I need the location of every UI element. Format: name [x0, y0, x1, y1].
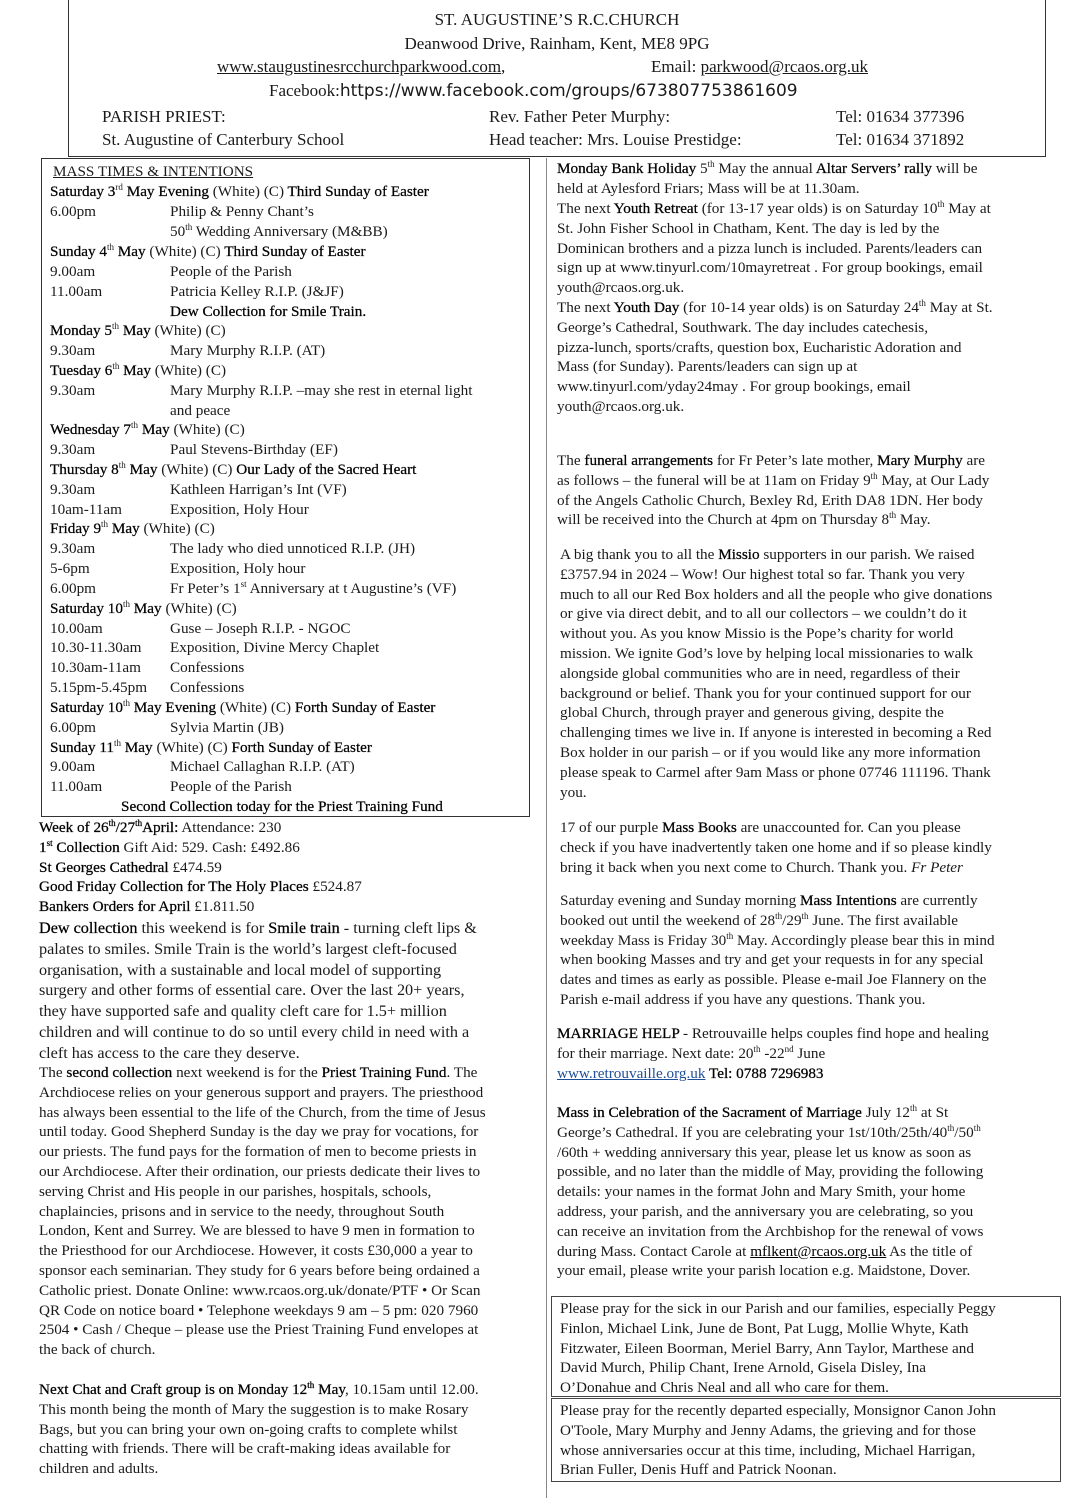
church-address: Deanwood Drive, Rainham, Kent, ME8 9PG: [404, 34, 710, 53]
mass-entry: 6.00pm Philip & Penny Chant’s: [50, 203, 314, 220]
text-line: organisation, with a sustainable and local model of supporting: [39, 960, 442, 979]
text-line: whose anniversaries occur at this time, including, Michael Harrigan,: [560, 1441, 976, 1459]
text-line: The next Youth Retreat (for 13-17 year olds) is on Saturday 10th May at: [557, 199, 991, 217]
text-line: O'Toole, Mary Murphy and Jenny Adams, the grieving and for those: [560, 1421, 976, 1439]
text-line: Mass (for Sunday). Parents/leaders can sign up at: [557, 358, 858, 376]
text-line: sponsor each seminarian. They study for 6 years before being ordained a: [39, 1261, 480, 1279]
mass-entry: 11.00am Patricia Kelley R.I.P. (J&JF): [50, 283, 344, 300]
mass-entry: 9.30am Mary Murphy R.I.P. (AT): [50, 342, 326, 359]
priest-name: Rev. Father Peter Murphy:: [489, 107, 671, 126]
text-line: Catholic priest. Donate Online: www.rcaos.org.uk/donate/PTF • Or Scan: [39, 1281, 481, 1299]
text-line: The funeral arrangements for Fr Peter’s late mother, Mary Murphy are: [557, 452, 986, 469]
text-line: Archdiocese relies on your generous support and prayers. The priesthood: [39, 1083, 484, 1101]
text-line: George’s Cathedral, Southwark. The day includes catechesis,: [557, 318, 929, 336]
priest-label: PARISH PRIEST:: [102, 107, 226, 126]
mass-entry: 9.30am Kathleen Harrigan’s Int (VF): [50, 481, 347, 498]
text-line: dates and times as early as possible. Please e-mail Joe Flannery on the: [560, 971, 987, 989]
text-line: until today. Good Shepherd Sunday is the day we pray for vocations, for: [39, 1123, 479, 1141]
email-link[interactable]: parkwood@rcaos.org.uk: [700, 57, 868, 76]
text-line: you.: [560, 783, 587, 801]
text-line: cleft has access to the care they deserve.: [39, 1043, 300, 1062]
text-line: chatting with friends. There will be craft-making ideas available for: [39, 1440, 451, 1458]
day-heading: Saturday 10th May Evening (White) (C) Forth Sunday of Easter: [50, 698, 436, 716]
text-line: your email, please write your parish location e.g. Maidstone, Dover.: [557, 1262, 971, 1280]
text-line: Please pray for the recently departed especially, Monsignor Canon John: [560, 1402, 996, 1419]
attendance-line: Week of 26th/27thApril: Attendance: 230: [39, 818, 282, 836]
text-line: chaplaincies, prisons and in service to the needy, throughout South: [39, 1202, 445, 1220]
text-line: Box holder in our parish – or if you would like any more information: [560, 743, 981, 761]
text-line: global Church, through prayer and generous giving, despite the: [560, 704, 944, 722]
text-line: during Mass. Contact Carole at mflkent@rcaos.org.uk As the title of: [557, 1242, 973, 1260]
mass-entry: 10.30-11.30am Exposition, Divine Mercy Chaplet: [50, 639, 380, 656]
email-line: Email: parkwood@rcaos.org.uk: [651, 57, 868, 76]
text-line: booked out until the weekend of 28th/29th June. The first available: [560, 910, 958, 929]
text-line: Please pray for the sick in our Parish and our families, especially Peggy: [560, 1300, 996, 1317]
text-line: the back of church.: [39, 1341, 156, 1359]
text-line: the Priesthood for our Archdiocese. However, it costs £30,000 a year to: [39, 1242, 473, 1260]
good-friday-line: Good Friday Collection for The Holy Places £524.87: [39, 878, 362, 896]
mass-intentions-paragraph: [560, 891, 1060, 1010]
facebook-line: Facebook:https://www.facebook.com/groups/673807753861609: [269, 81, 798, 101]
text-line: Saturday evening and Sunday morning Mass Intentions are currently: [560, 892, 978, 909]
text-line: they have supported safe and quality cleft care for 1.5+ million: [39, 1002, 447, 1021]
day-heading: Monday 5th May (White) (C): [50, 321, 226, 339]
text-line: The second collection next weekend is for the Priest Training Fund. The: [39, 1064, 478, 1081]
cathedral-collection-line: St Georges Cathedral £474.59: [39, 858, 222, 876]
mass-entry: 5.15pm-5.45pm Confessions: [50, 679, 245, 696]
text-line: has always been essential to the life of the Church, from the time of Jesus: [39, 1103, 486, 1121]
day-heading: Thursday 8th May (White) (C) Our Lady of the Sacred Heart: [50, 460, 417, 478]
text-line: details: your names in the format John and Mary Smith, your home: [557, 1183, 966, 1201]
website-link[interactable]: www.staugustinesrcchurchparkwood.com,: [217, 57, 506, 76]
text-line: our priests. The fund pays for the formation of men to become priests in: [39, 1143, 477, 1161]
mass-entry: 10.30am-11am Confessions: [50, 659, 245, 676]
mass-entry: 9.30am Paul Stevens-Birthday (EF): [50, 441, 338, 458]
text-line: www.tinyurl.com/yday24may . For group bookings, email: [557, 378, 911, 396]
text-line: London, Kent and Surrey. We are blessed to have 9 men in formation to: [39, 1222, 475, 1240]
text-line: mission. We ignite God’s love by helping local missionaries to walk: [560, 644, 974, 662]
day-heading: Saturday 10th May (White) (C): [50, 599, 237, 617]
text-line: please speak to Carmel after 9am Mass or phone 07746 111196. Thank: [560, 763, 991, 781]
mass-entry-continued: 50th Wedding Anniversary (M&BB): [170, 222, 388, 240]
text-line: A big thank you to all the Missio supporters in our parish. We raised: [560, 546, 975, 563]
bankers-orders-line: Bankers Orders for April £1.811.50: [39, 898, 255, 916]
text-line: Dew collection this weekend is for Smile train - turning cleft lips &: [39, 919, 477, 937]
youth-retreat-paragraph: [557, 199, 1057, 298]
text-line: Parish e-mail address if you have any questions. Thank you.: [560, 990, 926, 1008]
mass-entry: 9.30am Mary Murphy R.I.P. –may she rest in eternal light: [50, 382, 473, 399]
priest-training-paragraph: [39, 1063, 549, 1360]
text-line: challenging times we live in. If anyone is interested in becoming a Red: [560, 724, 992, 742]
text-line: check if you have inadvertently taken one home and if so please kindly: [560, 838, 992, 856]
church-name: ST. AUGUSTINE’S R.C.CHURCH: [434, 10, 680, 29]
text-line: address, your parish, and the anniversary you are celebrating, so you: [557, 1202, 974, 1220]
email-link[interactable]: mflkent@rcaos.org.uk: [750, 1242, 887, 1260]
mass-entry: 6.00pm Fr Peter’s 1st Anniversary at t Augustine’s (VF): [50, 579, 457, 597]
day-heading: Wednesday 7th May (White) (C): [50, 420, 245, 438]
text-line: /60th + wedding anniversary this year, please let us know as soon as: [557, 1143, 972, 1161]
day-heading: Saturday 3rd May Evening (White) (C) Third Sunday of Easter: [50, 182, 429, 200]
text-line: Finlon, Michael Link, June de Bont, Pat Lugg, Mollie Whyte, Kath: [560, 1319, 969, 1337]
text-line: can receive an invitation from the Archbishop for the renewal of vows: [557, 1222, 984, 1240]
text-line: will be received into the Church at 4pm on Thursday 8th May.: [557, 510, 931, 529]
retrouvaille-link[interactable]: www.retrouvaille.org.uk: [557, 1064, 706, 1082]
text-line: held at Aylesford Friars; Mass will be at 11.30am.: [557, 179, 860, 197]
text-line: pizza-lunch, sports/crafts, question box, Eucharistic Adoration and: [557, 338, 962, 356]
text-line: Brian Fuller, Denis Huff and Patrick Noonan.: [560, 1461, 837, 1479]
text-line: MARRIAGE HELP - Retrouvaille helps couples find hope and healing: [557, 1025, 989, 1042]
text-line: St. John Fisher School in Chatham, Kent. The day is led by the: [557, 219, 940, 237]
mass-entry: 9.00am People of the Parish: [50, 263, 292, 280]
mass-entry: 6.00pm Sylvia Martin (JB): [50, 719, 284, 736]
text-line: serving Christ and His people in our parishes, hospitals, schools,: [39, 1182, 432, 1200]
text-line: Bags, but you can bring your own on-going crafts to complete whilst: [39, 1420, 458, 1438]
text-line: This month being the month of Mary the suggestion is to make Rosary: [39, 1400, 469, 1418]
mass-entry: 11.00am People of the Parish: [50, 778, 292, 795]
head-teacher: Head teacher: Mrs. Louise Prestidge:: [489, 130, 742, 149]
day-heading: Sunday 4th May (White) (C) Third Sunday of Easter: [50, 242, 366, 260]
text-line: youth@rcaos.org.uk.: [557, 279, 685, 297]
altar-servers-paragraph: [557, 159, 1057, 199]
text-line: of the Angels Catholic Church, Bexley Rd, Erith DA8 1DN. Her body: [557, 491, 984, 509]
mass-entry: 5-6pm Exposition, Holy hour: [50, 560, 306, 577]
facebook-link[interactable]: https://www.facebook.com/groups/673807753861609: [339, 81, 798, 101]
day-heading: Friday 9th May (White) (C): [50, 519, 215, 537]
prayers-departed-box: [551, 1398, 1061, 1482]
text-line: palates to smiles. Smile Train is the world’s largest cleft-focused: [39, 939, 457, 958]
text-line: our Archdiocese. After their ordination, our priests dedicate their lives to: [39, 1162, 481, 1180]
dew-collection-paragraph: [39, 918, 549, 1064]
column-divider: [546, 158, 547, 1498]
text-line: 2504 • Cash / Cheque – please use the Priest Training Fund envelopes at: [39, 1321, 479, 1339]
text-line: O’Donahue and Chris Neal and all who care for them.: [560, 1379, 889, 1397]
mass-entry-continued: and peace: [170, 402, 231, 419]
text-line: background or belief. Thank you for your continued support for our: [560, 684, 971, 702]
second-collection-note: Second Collection today for the Priest Training Fund: [121, 798, 443, 815]
mass-times-title: MASS TIMES & INTENTIONS: [53, 163, 254, 180]
text-line: sign up at www.tinyurl.com/10mayretreat . For group bookings, email: [557, 259, 983, 277]
text-line: alongside global communities who are in need, regardless of their: [560, 664, 960, 682]
text-line: Mass in Celebration of the Sacrament of Marriage July 12th at St: [557, 1103, 949, 1121]
text-line: Fitzwater, Eileen Boorman, Meriel Barry, Ann Taylor, Marthese and: [560, 1339, 974, 1357]
text-line: surgery and other forms of essential care. Over the last 20+ years,: [39, 981, 465, 1000]
priest-phone: Tel: 01634 377396: [836, 107, 965, 126]
marriage-help-paragraph: [557, 1024, 1057, 1083]
text-line: children and will continue to do so until every child in need with a: [39, 1022, 470, 1041]
finance-section: [39, 818, 549, 917]
mass-entry: 9.30am The lady who died unnoticed R.I.P. (JH): [50, 540, 416, 557]
text-line: George’s Cathedral. If you are celebrating your 1st/10th/25th/40th/50th: [557, 1122, 981, 1141]
school-phone: Tel: 01634 371892: [836, 130, 965, 149]
text-line: Dominican brothers and a pizza lunch is included. Parents/leaders can: [557, 239, 983, 257]
text-line: QR Code on notice board • Telephone weekdays 9 am – 5 pm: 020 7960: [39, 1301, 479, 1319]
text-line: youth@rcaos.org.uk.: [557, 397, 685, 415]
newsletter-header: [68, 0, 1046, 157]
chat-craft-paragraph: [39, 1380, 549, 1479]
text-line: David Murch, Philip Chant, Irene Arnold, Gisela Disley, Ina: [560, 1359, 926, 1377]
text-line: children and adults.: [39, 1460, 159, 1478]
day-heading: Tuesday 6th May (White) (C): [50, 361, 227, 379]
text-line: for their marriage. Next date: 20th -22nd June: [557, 1043, 826, 1062]
prayers-sick-box: [551, 1296, 1061, 1397]
text-line: or give via direct debit, and to all our collectors – we couldn’t do it: [560, 605, 967, 623]
mass-entry: 10am-11am Exposition, Holy Hour: [50, 501, 309, 518]
mass-books-paragraph: [560, 818, 1060, 877]
marriage-celebration-paragraph: [557, 1103, 1057, 1281]
missio-paragraph: [560, 545, 1060, 802]
text-line: Monday Bank Holiday 5th May the annual Altar Servers’ rally will be: [557, 159, 978, 177]
text-line: weekday Mass is Friday 30th May. Accordingly please bear this in mind: [560, 930, 995, 949]
mass-entry: 10.00am Guse – Joseph R.I.P. - NGOC: [50, 620, 351, 637]
text-line: as follows – the funeral will be at 11am on Friday 9th May, at Our Lady: [557, 470, 990, 489]
day-heading: Sunday 11th May (White) (C) Forth Sunday of Easter: [50, 738, 372, 756]
text-line: much to all our Red Box holders and all the people who give donations: [560, 585, 993, 603]
text-line: Next Chat and Craft group is on Monday 12th May, 10.15am until 12.00.: [39, 1380, 479, 1398]
text-line: 17 of our purple Mass Books are unaccounted for. Can you please: [560, 819, 961, 836]
mass-entry: 9.00am Michael Callaghan R.I.P. (AT): [50, 758, 355, 775]
text-line: possible, and no later than the middle of May, providing the following: [557, 1163, 984, 1181]
first-collection-line: 1st Collection Gift Aid: 529. Cash: £492.86: [39, 837, 300, 856]
mass-times-box: [41, 158, 530, 817]
school-name: St. Augustine of Canterbury School: [102, 130, 345, 149]
text-line: bring it back when you next come to Church. Thank you. Fr Peter: [560, 858, 963, 876]
text-line: when booking Masses and try and get your requests in for any special: [560, 951, 984, 969]
text-line: without you. As you know Missio is the Pope’s charity for world: [560, 625, 954, 643]
funeral-paragraph: [557, 451, 1057, 530]
dew-collection-note: Dew Collection for Smile Train.: [170, 303, 367, 320]
text-line: £3757.94 in 2024 – Wow! Our highest total so far. Thank you very: [560, 565, 965, 583]
text-line: www.retrouvaille.org.uk Tel: 0788 7296983: [557, 1064, 824, 1082]
youth-day-paragraph: [557, 298, 1057, 417]
text-line: The next Youth Day (for 10-14 year olds) is on Saturday 24th May at St.: [557, 298, 993, 316]
